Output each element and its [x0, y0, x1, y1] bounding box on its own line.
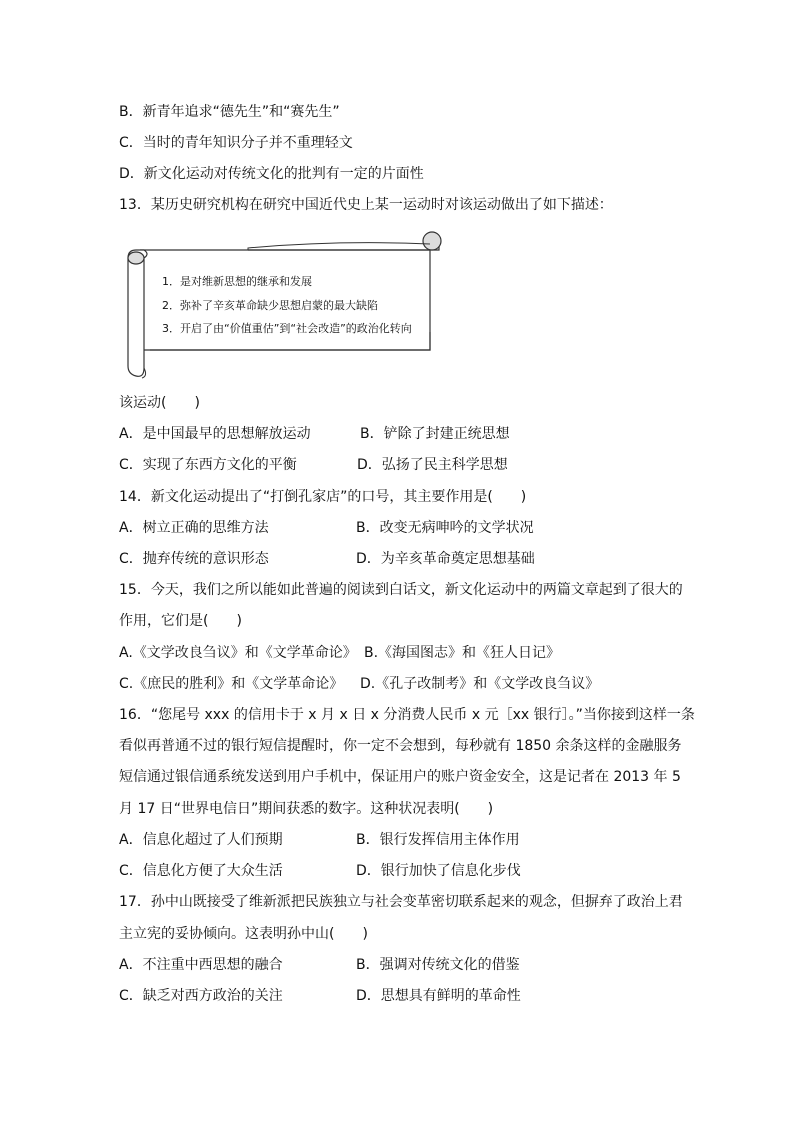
q15-option-a: A.《文学改良刍议》和《文学革命论》 — [119, 645, 357, 661]
prev-option-c: C．当时的青年知识分子并不重理轻文 — [119, 135, 353, 151]
q15-option-d: D.《孔子改制考》和《文学改良刍议》 — [360, 676, 600, 692]
q14-option-a: A．树立正确的思维方法 — [119, 520, 269, 536]
q14-stem: 14．新文化运动提出了“打倒孔家店”的口号，其主要作用是( ) — [119, 489, 527, 505]
q16-stem-line-2: 看似再普通不过的银行短信提醒时，你一定不会想到，每秒就有 1850 余条这样的金融服务 — [119, 738, 682, 754]
q14-option-b: B．改变无病呻吟的文学状况 — [356, 520, 534, 536]
q13-option-c: C．实现了东西方文化的平衡 — [119, 457, 297, 473]
q17-stem-line-1: 17．孙中山既接受了维新派把民族独立与社会变革密切联系起来的观念，但摒弃了政治上君 — [119, 894, 683, 910]
q13-option-a: A．是中国最早的思想解放运动 — [119, 426, 311, 442]
scroll-item-1: 1．是对维新思想的继承和发展 — [162, 275, 312, 288]
q14-option-c: C．抛弃传统的意识形态 — [119, 551, 269, 567]
prev-option-b: B．新青年追求“德先生”和“赛先生” — [119, 104, 340, 120]
q13-stem: 13．某历史研究机构在研究中国近代史上某一运动时对该运动做出了如下描述： — [119, 197, 613, 213]
q15-option-b: B.《海国图志》和《狂人日记》 — [364, 645, 561, 661]
scroll-item-2: 2．弥补了辛亥革命缺少思想启蒙的最大缺陷 — [162, 299, 378, 312]
q16-option-b: B．银行发挥信用主体作用 — [356, 832, 520, 848]
q17-option-c: C．缺乏对西方政治的关注 — [119, 988, 283, 1004]
scroll-figure — [118, 228, 448, 380]
q16-option-a: A．信息化超过了人们预期 — [119, 832, 283, 848]
scroll-item-3: 3．开启了由“价值重估”到“社会改造”的政治化转向 — [162, 322, 412, 335]
q17-option-a: A．不注重中西思想的融合 — [119, 957, 283, 973]
prev-option-d: D．新文化运动对传统文化的批判有一定的片面性 — [119, 166, 424, 182]
q15-stem-line-2: 作用，它们是( ) — [119, 613, 242, 629]
q17-stem-line-2: 主立宪的妥协倾向。这表明孙中山( ) — [119, 926, 368, 942]
q13-question: 该运动( ) — [119, 395, 200, 411]
q16-option-d: D．银行加快了信息化步伐 — [356, 863, 521, 879]
q15-option-c: C.《庶民的胜利》和《文学革命论》 — [119, 676, 344, 692]
q13-option-d: D．弘扬了民主科学思想 — [357, 457, 508, 473]
q16-stem-line-3: 短信通过银信通系统发送到用户手机中，保证用户的账户资金安全，这是记者在 2013 年 5 — [119, 769, 681, 785]
q17-option-b: B．强调对传统文化的借鉴 — [356, 957, 520, 973]
q16-option-c: C．信息化方便了大众生活 — [119, 863, 283, 879]
q15-stem-line-1: 15．今天，我们之所以能如此普遍的阅读到白话文，新文化运动中的两篇文章起到了很大的 — [119, 582, 683, 598]
q13-option-b: B．铲除了封建正统思想 — [360, 426, 510, 442]
q17-option-d: D．思想具有鲜明的革命性 — [356, 988, 521, 1004]
q16-stem-line-4: 月 17 日“世界电信日”期间获悉的数字。这种状况表明( ) — [119, 801, 494, 817]
q14-option-d: D．为辛亥革命奠定思想基础 — [356, 551, 535, 567]
q16-stem-line-1: 16．“您尾号 xxx 的信用卡于 x 月 x 日 x 分消费人民币 x 元［xx 银行］。”当你接到这样一条 — [119, 707, 695, 723]
